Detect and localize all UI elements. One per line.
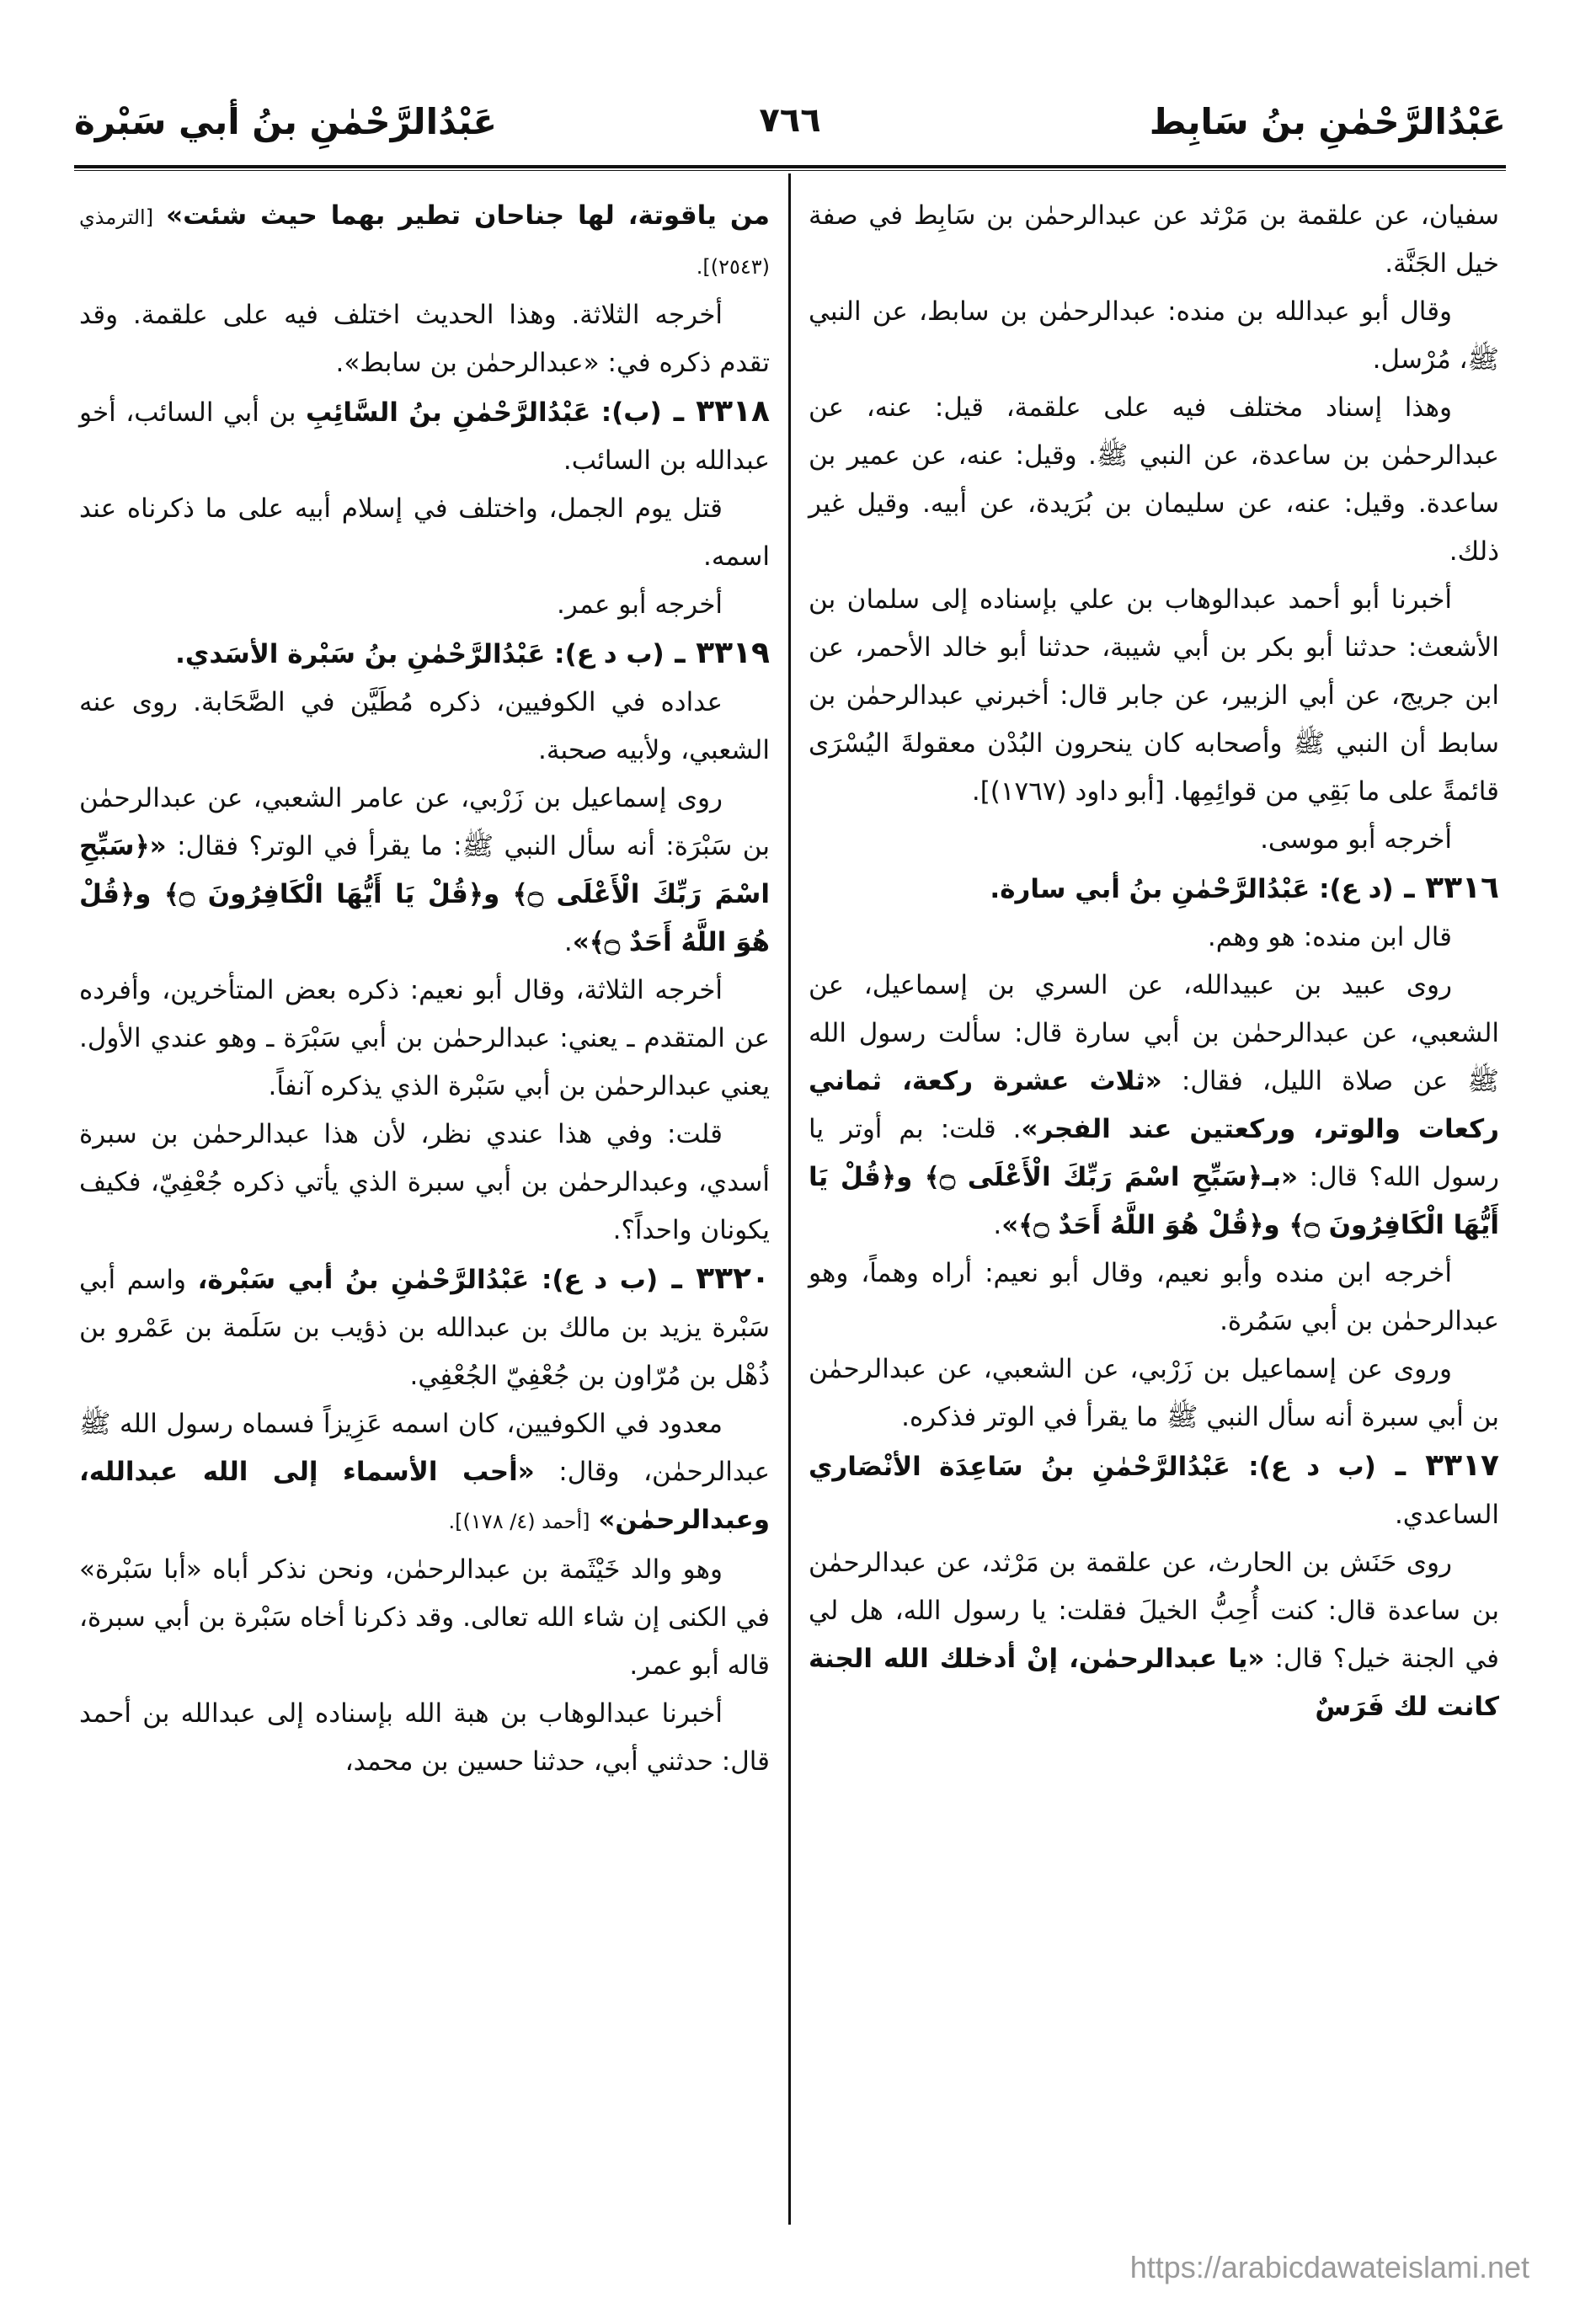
text-run: روى عبيد بن عبيدالله، عن السري بن إسماعيل، عن الشعبي، عن عبدالرحمٰن بن أبي سارة قال: سألت رسول الله ﷺ عن صلاة الليل، فقال: — [809, 970, 1499, 1096]
text-run: وهو والد خَيْثَمة بن عبدالرحمٰن، ونحن نذكر أباه «أبا سَبْرة» في الكنى إن شاء الله تعالى. وقد ذكرنا أخاه سَبْرة بن أبي سبرة، قاله أبو عمر. — [79, 1554, 770, 1681]
right-column — [809, 192, 1499, 1731]
paragraph — [809, 384, 1499, 576]
text-run: وروى عن إسماعيل بن زَرْبي، عن الشعبي، عن عبدالرحمٰن بن أبي سبرة أنه سأل النبي ﷺ ما يقرأ في الوتر فذكره. — [809, 1354, 1499, 1432]
paragraph — [79, 291, 770, 387]
text-run: سفيان، عن علقمة بن مَرْثد عن عبدالرحمٰن بن سَابِط في صفة خيل الجَنَّة. — [809, 200, 1499, 279]
paragraph — [79, 775, 770, 967]
text-run: معدود في الكوفيين، كان اسمه عَزِيزاً فسماه رسول الله ﷺ عبدالرحمٰن، وقال: — [79, 1409, 770, 1487]
text-run: أخرجه أبو موسى. — [1260, 824, 1452, 855]
paragraph — [809, 962, 1499, 1250]
paragraph — [79, 485, 770, 581]
paragraph — [809, 816, 1499, 864]
paragraph — [809, 1250, 1499, 1346]
text-run: «أحب الأسماء إلى الله عبدالله، وعبدالرحمٰن» — [79, 1457, 770, 1535]
text-run: أخرجه ابن منده وأبو نعيم، وقال أبو نعيم: أراه وهماً، وهو عبدالرحمٰن بن أبي سَمُرة. — [809, 1258, 1499, 1336]
text-run: «بـ﴿سَبِّحِ اسْمَ رَبِّكَ الْأَعْلَى ۝﴾ و﴿قُلْ يَا أَيُّهَا الْكَافِرُونَ ۝﴾ و﴿قُلْ هُوَ اللَّهُ أَحَدٌ ۝﴾» — [809, 1162, 1499, 1240]
paragraph — [809, 192, 1499, 288]
paragraph — [79, 581, 770, 629]
text-run: (د ع): عَبْدُالرَّحْمٰنِ بنُ أبي سارة. — [990, 874, 1394, 904]
paragraph — [79, 192, 770, 291]
running-header — [74, 93, 1506, 168]
text-run: قلت: وفي هذا عندي نظر، لأن هذا عبدالرحمٰن بن سبرة أسدي، وعبدالرحمٰن بن أبي سبرة الذي يأتي ذكره جُعْفِيّ، فكيف يكونان واحداً؟. — [79, 1119, 770, 1245]
text-run: (ب د ع): عَبْدُالرَّحْمٰنِ بنُ سَاعِدَة الأنْصَاري — [809, 1452, 1376, 1482]
text-run: عداده في الكوفيين، ذكره مُطَيَّن في الصَّحَابة. روى عنه الشعبي، ولأبيه صحبة. — [79, 687, 770, 765]
paragraph — [79, 1400, 770, 1546]
text-run: أخبرنا أبو أحمد عبدالوهاب بن علي بإسناده إلى سلمان بن الأشعث: حدثنا أبو بكر بن أبي شيبة، حدثنا أبو خالد الأحمر، عن ابن جريج، عن أبي الزبير، عن جابر قال: أخبرني عبدالرحمٰن بن سابط أن النبي ﷺ وأصحابه كان ينحرون البُدْن معقولةَ اليُسْرَى قائمةً على ما بَقِي من قوائِمِها. [أبو داود (١٧٦٧)]. — [809, 584, 1499, 807]
text-run: أخبرنا عبدالوهاب بن هبة الله بإسناده إلى عبدالله بن أحمد قال: حدثني أبي، حدثنا حسين بن محمد، — [79, 1698, 770, 1777]
paragraph — [809, 1346, 1499, 1442]
entry-number: ٣٣١٨ ـ — [661, 394, 770, 429]
text-run: واسم أبي سَبْرة يزيد بن مالك بن عبدالله بن ذؤيب بن سَلَمة بن عَمْرو بن ذُهْل بن مُرّاون بن جُعْفِيّ الجُعْفِي. — [79, 1265, 770, 1391]
text-run: (ب د ع): عَبْدُالرَّحْمٰنِ بنُ أبي سَبْرة، — [197, 1265, 659, 1295]
text-run: قال ابن منده: هو وهم. — [1207, 922, 1452, 952]
text-run: . — [563, 927, 573, 957]
text-run: روى حَنَش بن الحارث، عن علقمة بن مَرْثد، عن عبدالرحمٰن بن ساعدة قال: كنت أُحِبُّ الخيلَ فقلت: يا رسول الله، هل لي في الجنة خيل؟ قال: — [809, 1548, 1499, 1674]
paragraph — [79, 1111, 770, 1255]
text-run: قتل يوم الجمل، واختلف في إسلام أبيه على ما ذكرناه عند اسمه. — [79, 493, 770, 572]
watermark-url: https://arabicdawateislami.net — [1129, 2250, 1529, 2284]
text-run — [153, 200, 166, 231]
text-run: أخرجه أبو عمر. — [556, 589, 723, 620]
paragraph — [79, 1546, 770, 1690]
entry-heading — [79, 387, 770, 485]
entry-number: ٣٣١٩ ـ — [664, 636, 770, 670]
paragraph — [79, 967, 770, 1111]
text-run: «﴿سَبِّحِ اسْمَ رَبِّكَ الْأَعْلَى ۝﴾ و﴿قُلْ يَا أَيُّهَا الْكَافِرُونَ ۝﴾ و﴿قُلْ هُوَ اللَّهُ أَحَدٌ ۝﴾» — [79, 831, 771, 957]
paragraph — [809, 288, 1499, 384]
paragraph — [809, 914, 1499, 962]
entry-number: ٣٣٢٠ ـ — [658, 1261, 770, 1296]
left-column — [79, 192, 770, 1786]
text-run: بن أبي السائب، أخو عبدالله بن السائب. — [79, 397, 770, 476]
entry-number: ٣٣١٦ ـ — [1393, 871, 1499, 905]
paragraph — [809, 1539, 1499, 1731]
column-divider — [788, 173, 791, 2225]
text-run: . — [993, 1210, 1002, 1240]
text-run: (ب): عَبْدُالرَّحْمٰنِ بنُ السَّائِبِ — [305, 397, 662, 428]
paragraph — [809, 576, 1499, 816]
text-run: وهذا إسناد مختلف فيه على علقمة، قيل: عنه، عن عبدالرحمٰن بن ساعدة، عن النبي ﷺ. وقيل: عنه، عن عمير بن ساعدة. وقيل: عنه، عن سليمان بن بُرَيدة، عن أبيه. وقيل غير ذلك. — [809, 392, 1499, 567]
paragraph — [79, 679, 770, 775]
text-run: الساعدي. — [1394, 1500, 1499, 1530]
header-left-title: عَبْدُالرَّحْمٰنِ بنُ أبي سَبْرة — [74, 101, 498, 142]
text-run — [590, 1505, 599, 1535]
entry-heading — [79, 629, 770, 679]
text-run: أخرجه الثلاثة، وقال أبو نعيم: ذكره بعض المتأخرين، وأفرده عن المتقدم ـ يعني: عبدالرحمٰن بن أبي سَبْرَة ـ وهو عندي الأول. يعني عبدالرحمٰن بن أبي سَبْرة الذي يذكره آنفاً. — [79, 975, 770, 1101]
text-run: روى إسماعيل بن زَرْبي، عن عامر الشعبي، عن عبدالرحمٰن بن سَبْرَة: أنه سأل النبي ﷺ: ما يقرأ في الوتر؟ فقال: — [79, 783, 770, 861]
page-number: ٧٦٦ — [759, 101, 821, 140]
entry-heading — [79, 1255, 770, 1400]
entry-number: ٣٣١٧ ـ — [1375, 1448, 1500, 1483]
text-run: «يا عبدالرحمٰن، إنْ أدخلك الله الجنة كانت لك فَرَسٌ — [809, 1644, 1499, 1722]
entry-heading — [809, 864, 1499, 914]
text-run: أخرجه الثلاثة. وهذا الحديث اختلف فيه على علقمة. وقد تقدم ذكره في: «عبدالرحمٰن بن سابط». — [79, 300, 770, 378]
text-run: (ب د ع): عَبْدُالرَّحْمٰنِ بنُ سَبْرة الأسَدي. — [175, 639, 665, 669]
text-run: . قلت: بم أوتر يا رسول الله؟ قال: — [809, 1114, 1499, 1192]
text-run: «ثلاث عشرة ركعة، ثماني ركعات والوتر، وركعتين عند الفجر» — [809, 1066, 1499, 1144]
citation: [الترمذي (٢٥٤٣)]. — [79, 205, 770, 279]
text-run: من ياقوتة، لها جناحان تطير بهما حيث شئت» — [166, 200, 770, 231]
header-rule — [74, 170, 1506, 171]
citation: [أحمد (٤/ ١٧٨)]. — [448, 1510, 590, 1533]
header-right-title: عَبْدُالرَّحْمٰنِ بنُ سَابِط — [1149, 101, 1506, 142]
paragraph — [79, 1690, 770, 1786]
text-run: وقال أبو عبدالله بن منده: عبدالرحمٰن بن سابط، عن النبي ﷺ، مُرْسل. — [809, 296, 1499, 375]
entry-heading — [809, 1442, 1499, 1539]
